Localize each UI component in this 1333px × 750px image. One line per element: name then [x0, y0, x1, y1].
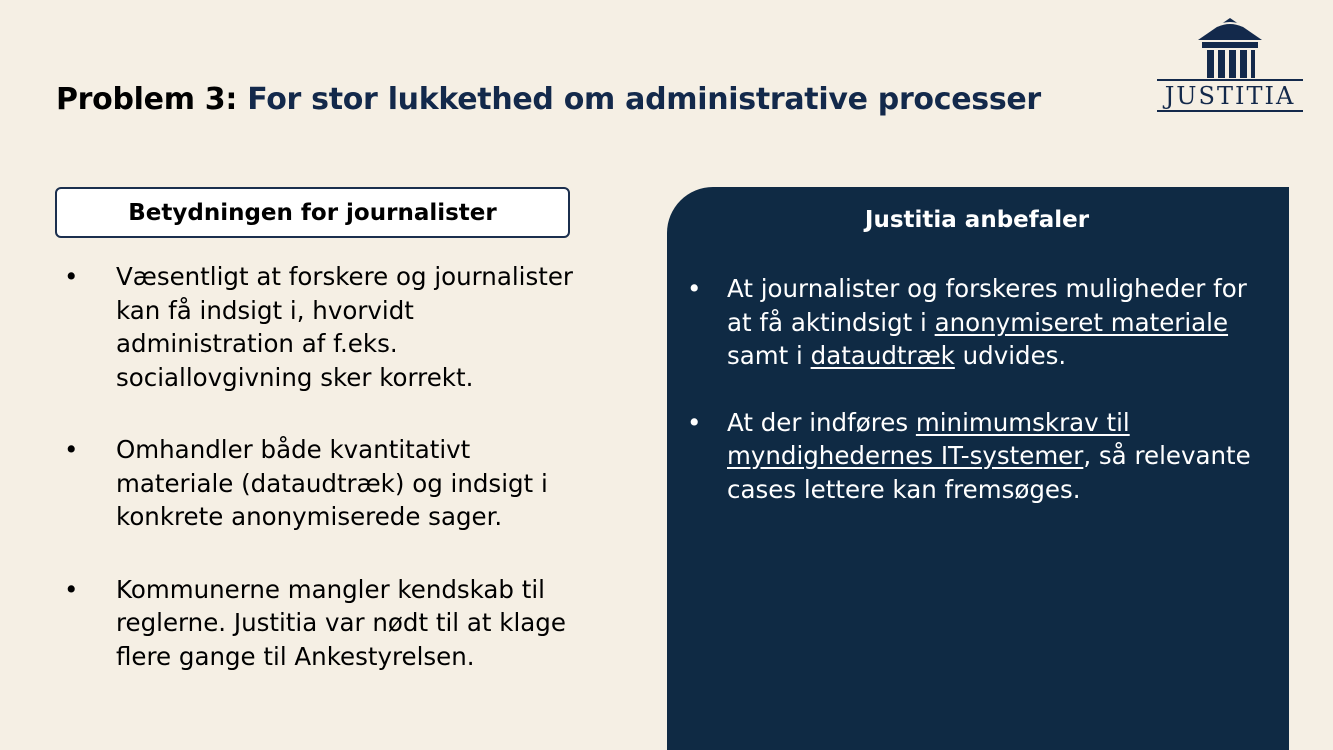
pillar-icon	[1157, 18, 1303, 82]
left-bullet-list	[60, 260, 580, 712]
page-title	[56, 82, 1041, 117]
bullet-text: At der indføres	[727, 407, 916, 437]
justitia-logo	[1157, 18, 1303, 114]
bullet-text: At journalister og forskeres muligheder for at få aktindsigt i	[727, 274, 1247, 337]
list-item: • Kommunerne mangler kendskab til reglerne. Justitia var nødt til at klage flere gange til Ankestyrelsen.	[60, 573, 580, 674]
right-bullet-list	[687, 272, 1267, 539]
bullet-text: samt i	[727, 341, 811, 370]
list-item: • Omhandler både kvantitativt materiale (dataudtræk) og indsigt i konkrete anonymiserede sager.	[60, 433, 580, 534]
panel-heading: Justitia anbefaler	[864, 207, 1090, 233]
bullet-text: , så relevante cases lettere kan fremsøges.	[727, 441, 1251, 504]
logo-rule-bottom	[1157, 110, 1303, 112]
title-text: For stor lukkethed om administrative processer	[247, 82, 1041, 117]
logo-rule-top	[1157, 79, 1303, 81]
left-heading: Betydningen for journalister	[55, 187, 570, 238]
recommendation-panel	[667, 187, 1289, 750]
logo-text: JUSTITIA	[1164, 82, 1296, 110]
underlined-term: minimumskrav til myndighedernes IT-systemer	[727, 407, 1130, 470]
underlined-term: dataudtræk	[810, 341, 955, 370]
list-item	[687, 406, 1267, 507]
underlined-term: anonymiseret materiale	[934, 307, 1229, 337]
list-item: • Væsentligt at forskere og journalister kan få indsigt i, hvorvidt administration af f.eks. sociallovgivning sker korrekt.	[60, 260, 580, 394]
title-prefix: Problem 3:	[56, 82, 248, 117]
list-item	[687, 272, 1267, 373]
bullet-text: udvides.	[954, 341, 1067, 370]
